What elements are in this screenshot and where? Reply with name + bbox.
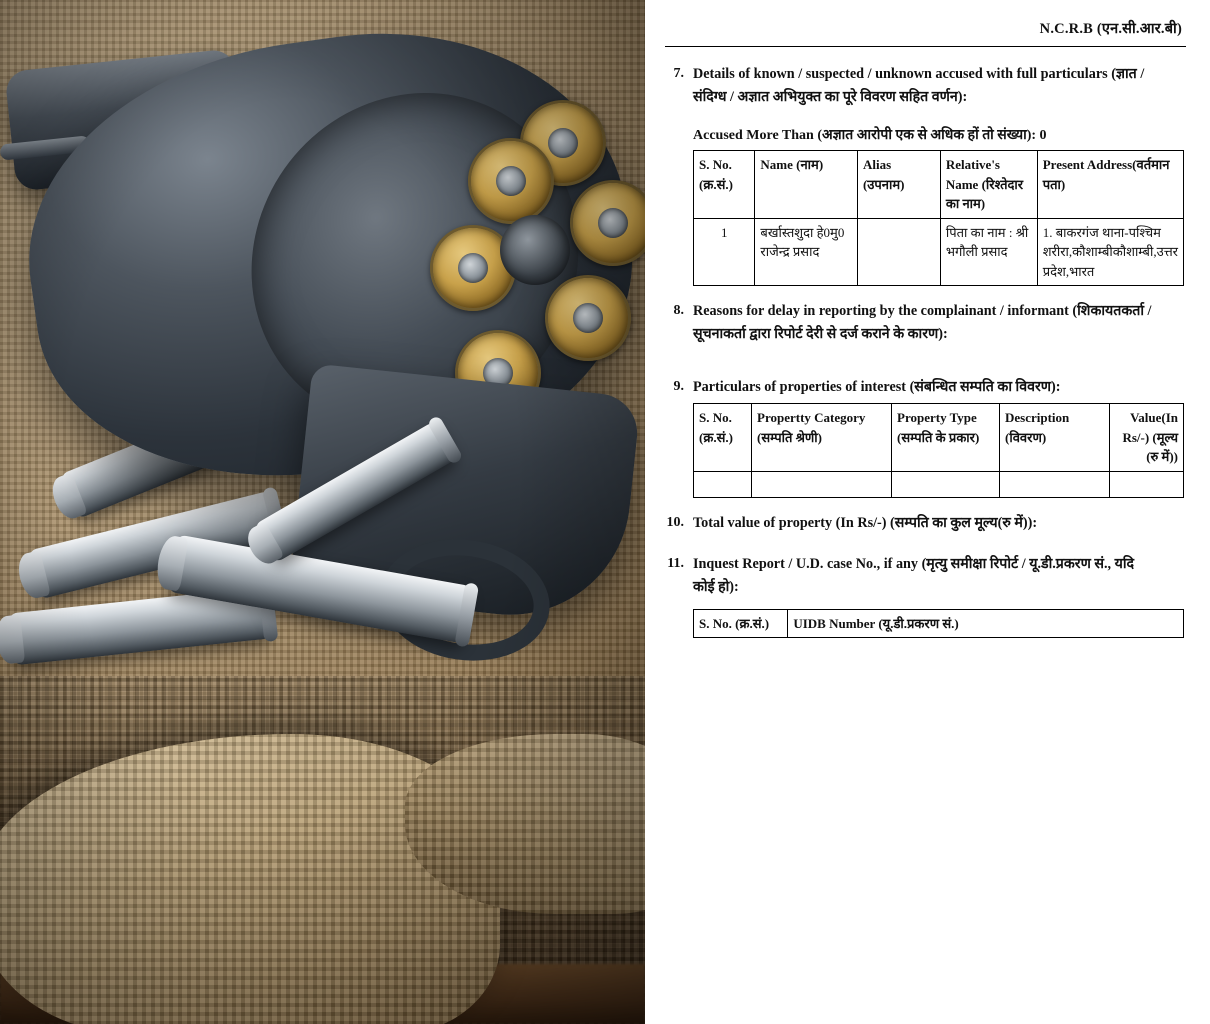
cell-sno: 1 <box>694 218 755 286</box>
cell-present-address: 1. बाकरगंज थाना-पश्चिम शरीरा,कौशाम्बीकौशाम्बी,उत्तर प्रदेश,भारत <box>1037 218 1183 286</box>
ncrb-header: N.C.R.B (एन.सी.आर.बी) <box>1039 21 1182 37</box>
cell-name: बर्खास्तशुदा हे0मु0 राजेन्द्र प्रसाद <box>755 218 858 286</box>
item-7-line-2: संदिग्ध / अज्ञात अभियुक्त का पूरे विवरण सहित वर्णन): <box>693 89 968 105</box>
item-9-number: 9. <box>673 379 684 394</box>
col-value: Value(In Rs/-) (मूल्य (रु में)) <box>1110 404 1184 472</box>
cell-sno <box>694 471 752 497</box>
item-8-line-1: Reasons for delay in reporting by the complainant / informant (शिकायतकर्ता / <box>693 303 1152 319</box>
item-9-text <box>693 376 1188 399</box>
accused-more-than-value: 0 <box>1039 128 1047 143</box>
loaded-chamber <box>545 275 631 361</box>
item-9-line-1: Particulars of properties of interest (संबन्धित सम्पति का विवरण): <box>693 379 1061 395</box>
item-7-text <box>693 63 1188 109</box>
uidb-table <box>693 609 1184 639</box>
col-alias: Alias (उपनाम) <box>857 151 940 219</box>
item-9 <box>663 376 1188 399</box>
item-7-line-1: Details of known / suspected / unknown accused with full particulars (ज्ञात / <box>693 66 1145 82</box>
header-divider <box>665 46 1186 47</box>
col-uidb-number: UIDB Number (यू.डी.प्रकरण सं.) <box>788 609 1184 638</box>
item-11-line-1: Inquest Report / U.D. case No., if any (मृत्यु समीक्षा रिपोर्ट / यू.डी.प्रकरण सं., यदि <box>693 555 1135 572</box>
uidb-table-header-row <box>694 609 1184 638</box>
accused-table <box>693 150 1184 286</box>
item-8-number: 8. <box>673 303 684 318</box>
cell-category <box>752 471 892 497</box>
fir-document <box>645 0 1210 1024</box>
item-11 <box>663 553 1188 599</box>
item-8 <box>663 300 1188 346</box>
cell-relative-name: पिता का नाम : श्री भगौली प्रसाद <box>940 218 1037 286</box>
cylinder-hub <box>500 215 570 285</box>
col-property-type: Property Type (सम्पति के प्रकार) <box>892 404 1000 472</box>
table-row <box>694 471 1184 497</box>
item-8-line-2: सूचनाकर्ता द्वारा रिपोर्ट देरी से दर्ज कराने के कारण): <box>693 326 948 342</box>
item-7-number: 7. <box>673 66 684 81</box>
accused-more-than <box>693 125 1188 144</box>
cell-alias <box>857 218 940 286</box>
item-11-line-2: कोई हो): <box>693 578 739 595</box>
col-description: Description (विवरण) <box>1000 404 1110 472</box>
col-sno: S. No. (क्र.सं.) <box>694 404 752 472</box>
item-8-text <box>693 300 1188 346</box>
col-sno: S. No. (क्र.सं.) <box>694 151 755 219</box>
accused-table-header-row <box>694 151 1184 219</box>
col-present-address: Present Address(वर्तमान पता) <box>1037 151 1183 219</box>
table-row <box>694 218 1184 286</box>
item-10-line-1: Total value of property (In Rs/-) (सम्पति का कुल मूल्य(रु में)): <box>693 514 1038 531</box>
cell-description <box>1000 471 1110 497</box>
property-table-header-row <box>694 404 1184 472</box>
col-relative-name: Relative's Name (रिश्तेदार का नाम) <box>940 151 1037 219</box>
item-7 <box>663 63 1188 109</box>
col-name: Name (नाम) <box>755 151 858 219</box>
cell-type <box>892 471 1000 497</box>
loaded-chamber <box>468 138 554 224</box>
col-property-category: Propertty Category (सम्पति श्रेणी) <box>752 404 892 472</box>
item-11-text <box>693 553 1188 599</box>
item-10 <box>663 512 1188 535</box>
property-table <box>693 403 1184 498</box>
col-sno: S. No. (क्र.सं.) <box>694 609 788 638</box>
item-10-number: 10. <box>666 514 684 530</box>
item-10-text <box>693 512 1188 535</box>
item-11-number: 11. <box>667 555 684 571</box>
accused-more-than-label: Accused More Than (अज्ञात आरोपी एक से अधिक हों तो संख्या): <box>693 128 1037 143</box>
cell-value <box>1110 471 1184 497</box>
